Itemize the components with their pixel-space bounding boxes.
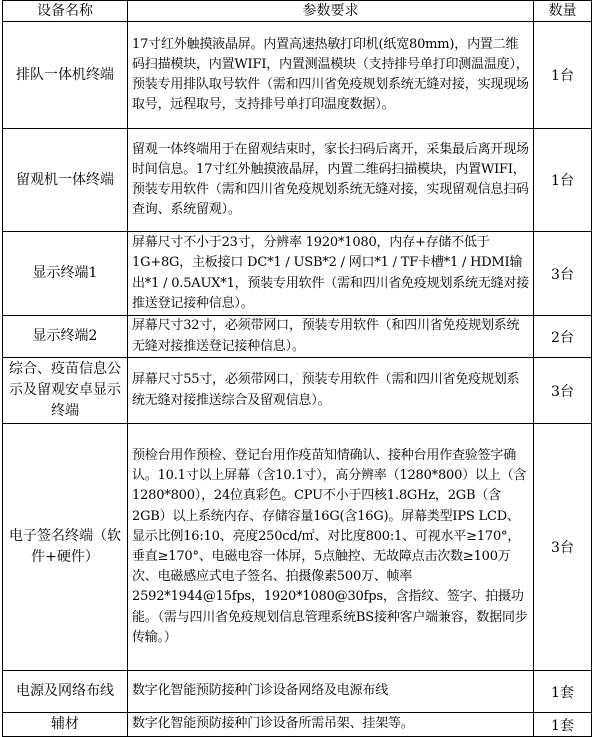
equipment-spec-table	[2, 0, 592, 737]
quantity-cell: 3台	[534, 358, 592, 424]
quantity-cell: 1台	[534, 22, 592, 129]
table-row	[3, 713, 592, 737]
quantity-cell: 3台	[534, 424, 592, 671]
header-device-name: 设备名称	[3, 1, 128, 22]
header-parameters: 参数要求	[128, 1, 534, 22]
parameters-cell: 屏幕尺寸55寸，必须带网口，预装专用软件（需和四川省免疫规划系统无缝对接推送综合及留观信息）。	[128, 358, 534, 424]
parameters-cell: 屏幕尺寸不小于23寸，分辨率 1920*1080，内存+存储不低于1G+8G，主板接口 DC*1 / USB*2 / 网口*1 / TF卡槽*1 / HDMI输出*1 / 0.5AUX*1，预装专用软件（需和四川省免疫规划系统无缝对接推送登记接种信息）。	[128, 232, 534, 316]
table-row	[3, 671, 592, 713]
quantity-cell: 1套	[534, 671, 592, 713]
device-name-cell: 电子签名终端（软件+硬件）	[3, 424, 128, 671]
parameters-cell: 预检台用作预检、登记台用作疫苗知情确认、接种台用作查验签字确认。10.1寸以上屏幕（含10.1寸），高分辨率（1280*800）以上（含1280*800），24位真彩色。CPU不小于四核1.8GHz，2GB（含2GB）以上系统内存、存储容量16G(含16G)。屏幕类型IPS LCD、显示比例16:10、亮度250cd/㎡、对比度800:1、可视水平≥170°，垂直≥170°、电磁电容一体屏，5点触控、无故障点击次数≥100万次、电磁感应式电子签名、拍摄像素500万、帧率2592*1944@15fps，1920*1080@30fps，含指纹、签字、拍摄功能。（需与四川省免疫规划信息管理系统BS接种客户端兼容，数据同步传输。）	[128, 424, 534, 671]
table-row	[3, 424, 592, 671]
device-name-cell: 电源及网络布线	[3, 671, 128, 713]
device-name-cell: 显示终端2	[3, 316, 128, 358]
table-row	[3, 316, 592, 358]
table-row	[3, 22, 592, 129]
device-name-cell: 综合、疫苗信息公示及留观安卓显示终端	[3, 358, 128, 424]
parameters-cell: 数字化智能预防接种门诊设备网络及电源布线	[128, 671, 534, 713]
table-row	[3, 232, 592, 316]
parameters-cell: 17寸红外触摸液晶屏。内置高速热敏打印机(纸宽80mm)，内置二维码扫描模块，内置WIFI，内置测温模块（支持排号单打印测温温度），预装专用排队取号软件（需和四川省免疫规划系统无缝对接，实现现场取号，远程取号，支持排号单打印温度数据）。	[128, 22, 534, 129]
quantity-cell: 3台	[534, 232, 592, 316]
header-quantity: 数量	[534, 1, 592, 22]
parameters-cell: 留观一体终端用于在留观结束时，家长扫码后离开，采集最后离开现场时间信息。17寸红外触摸液晶屏，内置二维码扫描模块，内置WIFI，预装专用软件（需和四川省免疫规划系统无缝对接，实现留观信息扫码查询、系统留观）。	[128, 129, 534, 232]
parameters-cell: 数字化智能预防接种门诊设备所需吊架、挂架等。	[128, 713, 534, 737]
device-name-cell: 辅材	[3, 713, 128, 737]
header-row	[3, 1, 592, 22]
table-row	[3, 358, 592, 424]
parameters-cell: 屏幕尺寸32寸，必须带网口，预装专用软件（和四川省免疫规划系统无缝对接推送登记接种信息）。	[128, 316, 534, 358]
device-name-cell: 留观机一体终端	[3, 129, 128, 232]
table-row	[3, 129, 592, 232]
device-name-cell: 排队一体机终端	[3, 22, 128, 129]
quantity-cell: 1套	[534, 713, 592, 737]
quantity-cell: 1台	[534, 129, 592, 232]
equipment-table-wrapper	[2, 0, 591, 737]
device-name-cell: 显示终端1	[3, 232, 128, 316]
quantity-cell: 2台	[534, 316, 592, 358]
